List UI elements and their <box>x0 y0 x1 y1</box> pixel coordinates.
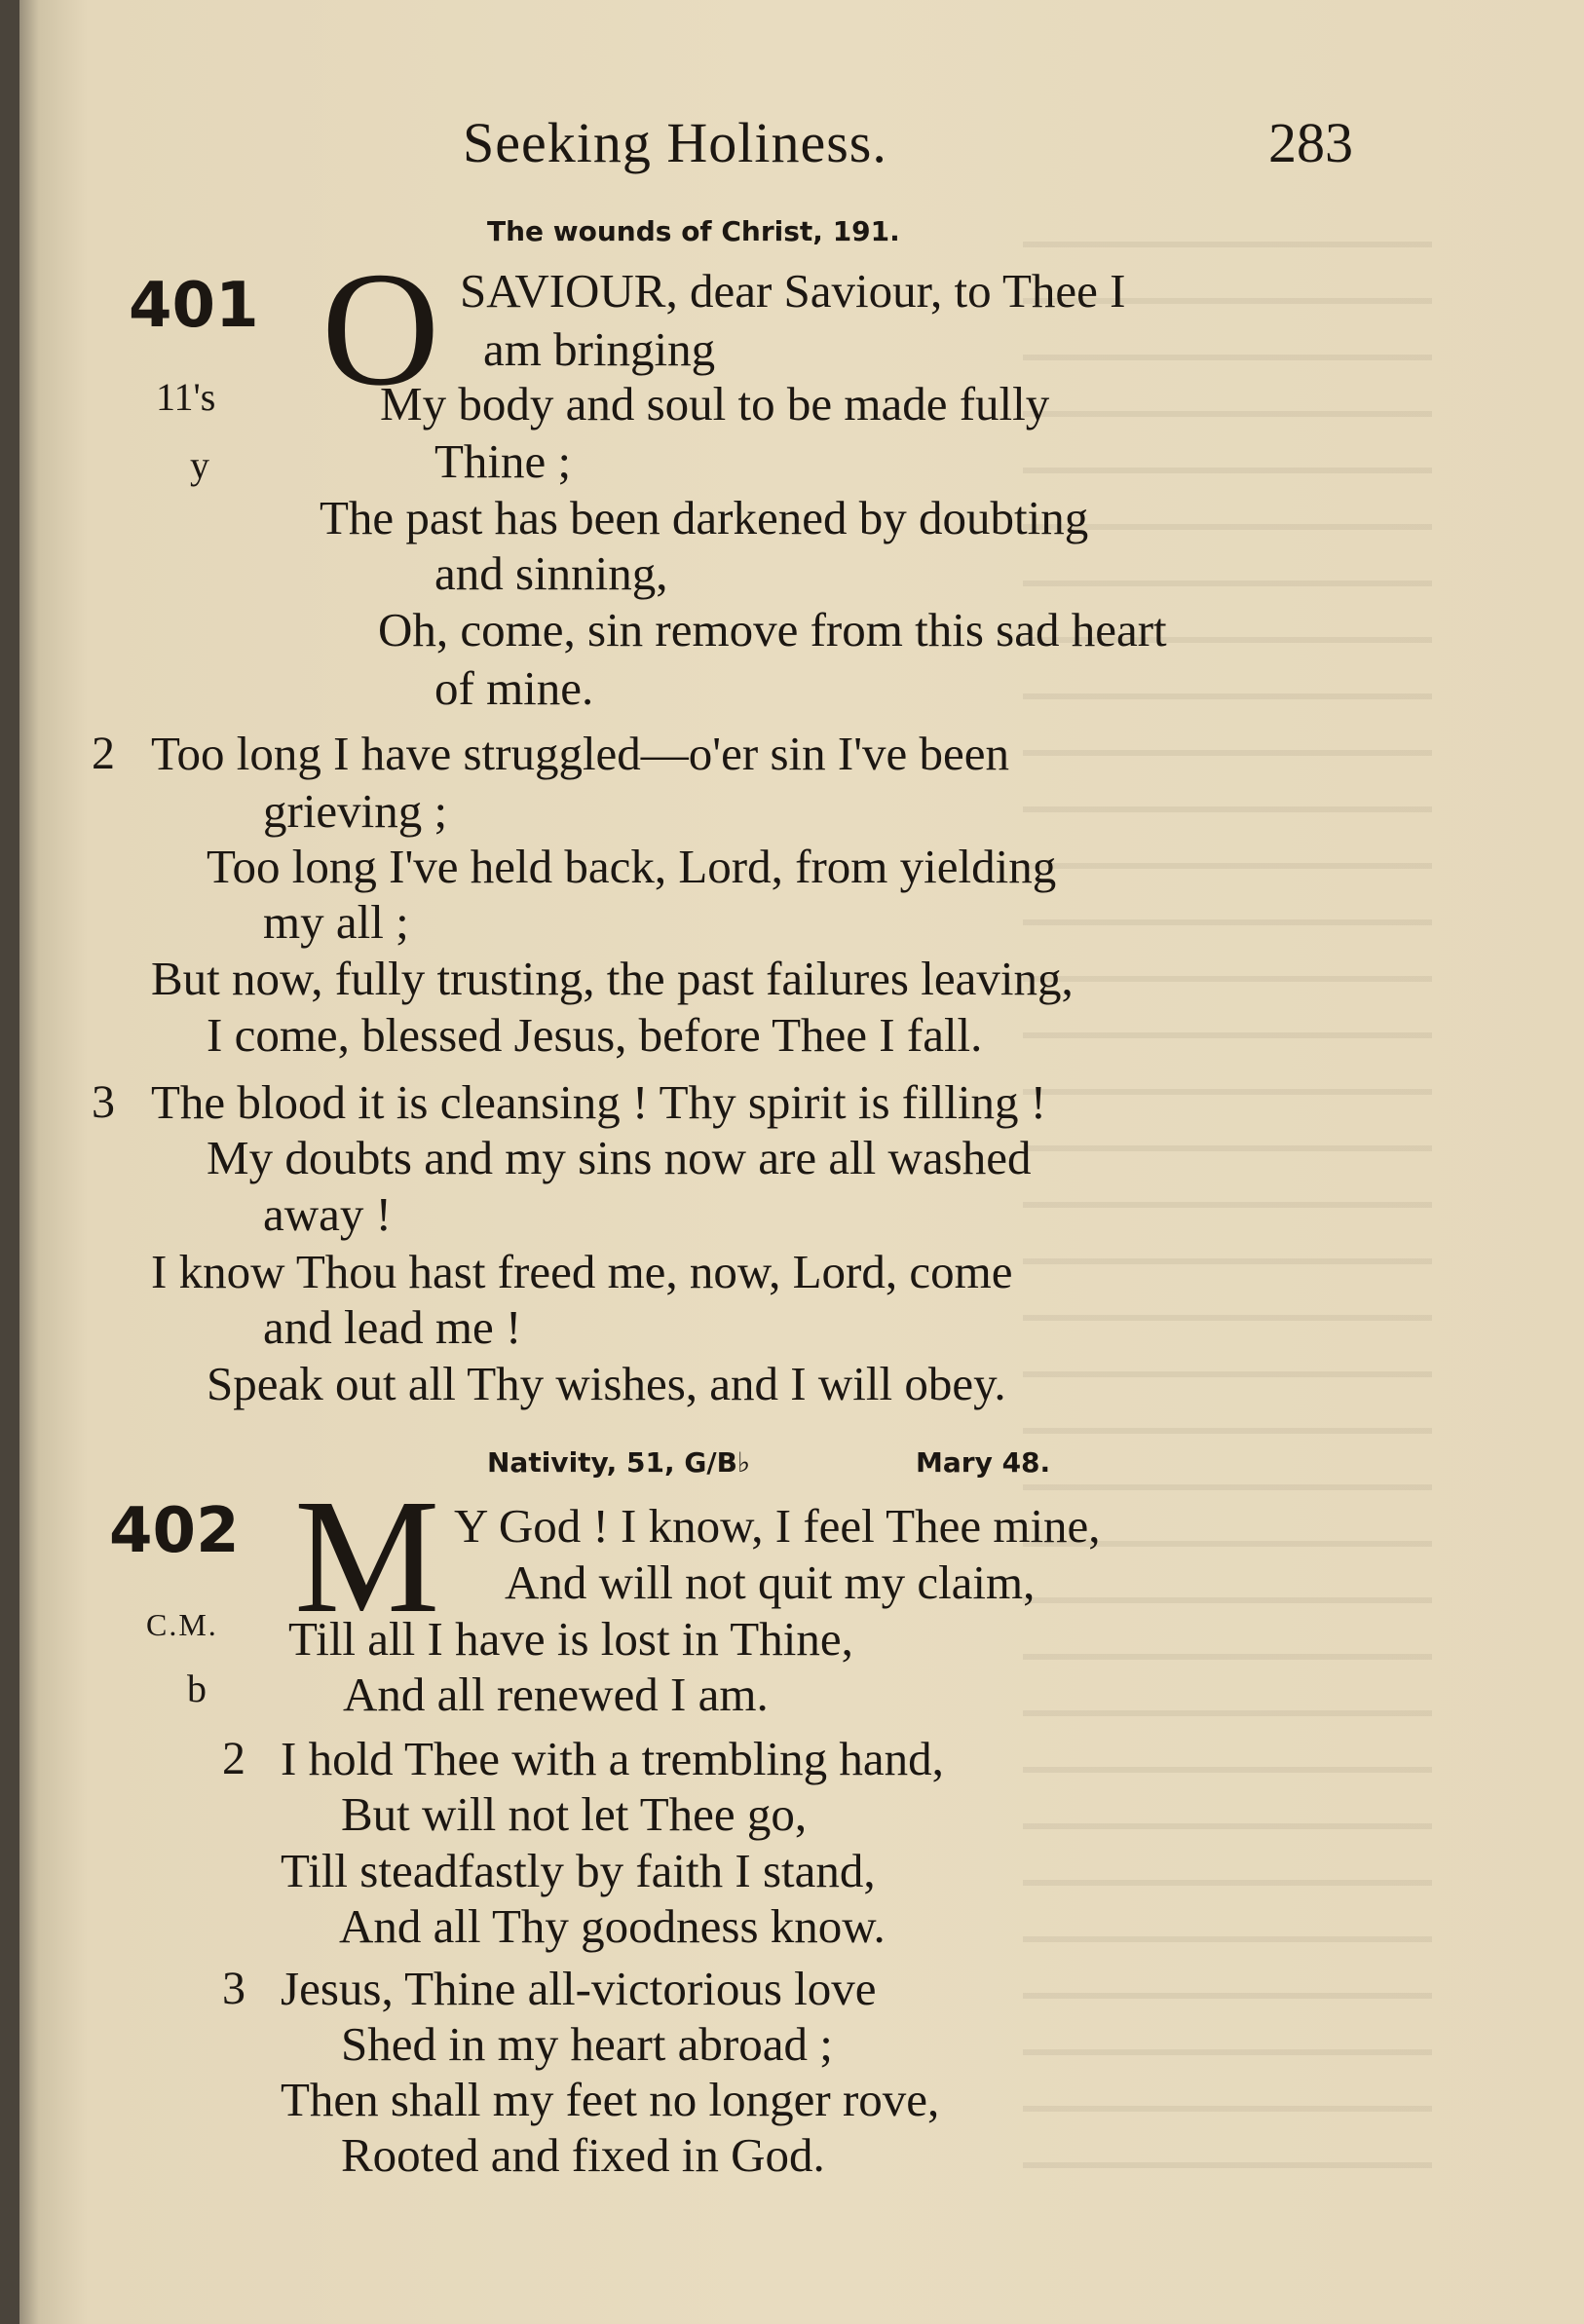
hymn-401-line: Oh, come, sin remove from this sad heart <box>378 603 1167 656</box>
hymn-402-line: Rooted and fixed in God. <box>341 2128 825 2182</box>
hymn-402-line: Till steadfastly by faith I stand, <box>281 1844 876 1897</box>
hymn-401-line: and lead me ! <box>263 1300 522 1354</box>
hymn-401-line: Thine ; <box>434 434 572 488</box>
hymn-401-line: I know Thou hast freed me, now, Lord, come <box>151 1245 1013 1298</box>
hymn-401-line: and sinning, <box>434 546 668 600</box>
hymn-401-line: My body and soul to be made fully <box>380 377 1050 431</box>
hymn-402-tune-reference-alt: Mary 48. <box>916 1446 1051 1479</box>
hymn-402-key: b <box>187 1667 207 1710</box>
running-title: Seeking Holiness. <box>463 111 887 174</box>
hymn-402-line: Then shall my feet no longer rove, <box>281 2073 940 2126</box>
hymn-401-line: away ! <box>263 1187 392 1241</box>
hymn-401-line: The past has been darkened by doubting <box>320 491 1089 544</box>
hymn-401-line: my all ; <box>263 895 409 949</box>
hymn-401-number: 401 <box>129 270 259 342</box>
hymn-402-verse-number: 2 <box>222 1733 245 1784</box>
hymn-402-dropcap: M <box>294 1466 440 1647</box>
hymn-402-meter: C.M. <box>146 1607 218 1642</box>
hymn-401-line: The blood it is cleansing ! Thy spirit is filling ! <box>151 1075 1047 1129</box>
hymn-401-line: Speak out all Thy wishes, and I will obey. <box>207 1357 1006 1410</box>
hymn-401-verse-number: 2 <box>92 728 115 779</box>
hymn-402-line: And all Thy goodness know. <box>339 1899 886 1953</box>
hymn-402-line: Till all I have is lost in Thine, <box>288 1612 853 1666</box>
hymn-402-line: Y God ! I know, I feel Thee mine, <box>454 1499 1101 1553</box>
hymn-401-meter: 11's <box>156 375 216 419</box>
hymn-401-line: But now, fully trusting, the past failures leaving, <box>151 952 1074 1005</box>
hymn-402-verse-number: 3 <box>222 1963 245 2014</box>
hymn-401-line: of mine. <box>434 661 594 715</box>
hymn-402-line: I hold Thee with a trembling hand, <box>281 1732 944 1785</box>
hymn-402-number: 402 <box>109 1495 240 1567</box>
hymn-402-tune-reference: Nativity, 51, G/B♭ <box>487 1446 751 1479</box>
hymn-401-line: SAVIOUR, dear Saviour, to Thee I <box>460 264 1126 318</box>
hymn-401-line: am bringing <box>483 322 716 376</box>
hymn-402-line: Jesus, Thine all-victorious love <box>281 1962 877 2015</box>
hymn-402-line: Shed in my heart abroad ; <box>341 2017 833 2071</box>
hymn-401-tune-reference: The wounds of Christ, 191. <box>487 215 900 247</box>
hymn-401-line: I come, blessed Jesus, before Thee I fall. <box>207 1008 983 1062</box>
hymn-401-dropcap: O <box>321 239 440 420</box>
hymn-401-verse-number: 3 <box>92 1076 115 1128</box>
hymn-401-line: grieving ; <box>263 784 448 838</box>
hymn-402-line: But will not let Thee go, <box>341 1787 808 1841</box>
book-spine <box>0 0 19 2324</box>
hymn-401-line: Too long I've held back, Lord, from yielding <box>207 840 1057 893</box>
hymn-402-line: And all renewed I am. <box>343 1668 769 1721</box>
hymn-401-line: Too long I have struggled—o'er sin I've been <box>151 727 1010 780</box>
hymn-401-line: My doubts and my sins now are all washed <box>207 1131 1032 1184</box>
hymn-402-line: And will not quit my claim, <box>505 1556 1036 1609</box>
hymn-401-key: y <box>190 443 209 487</box>
page-number: 283 <box>1268 111 1353 174</box>
